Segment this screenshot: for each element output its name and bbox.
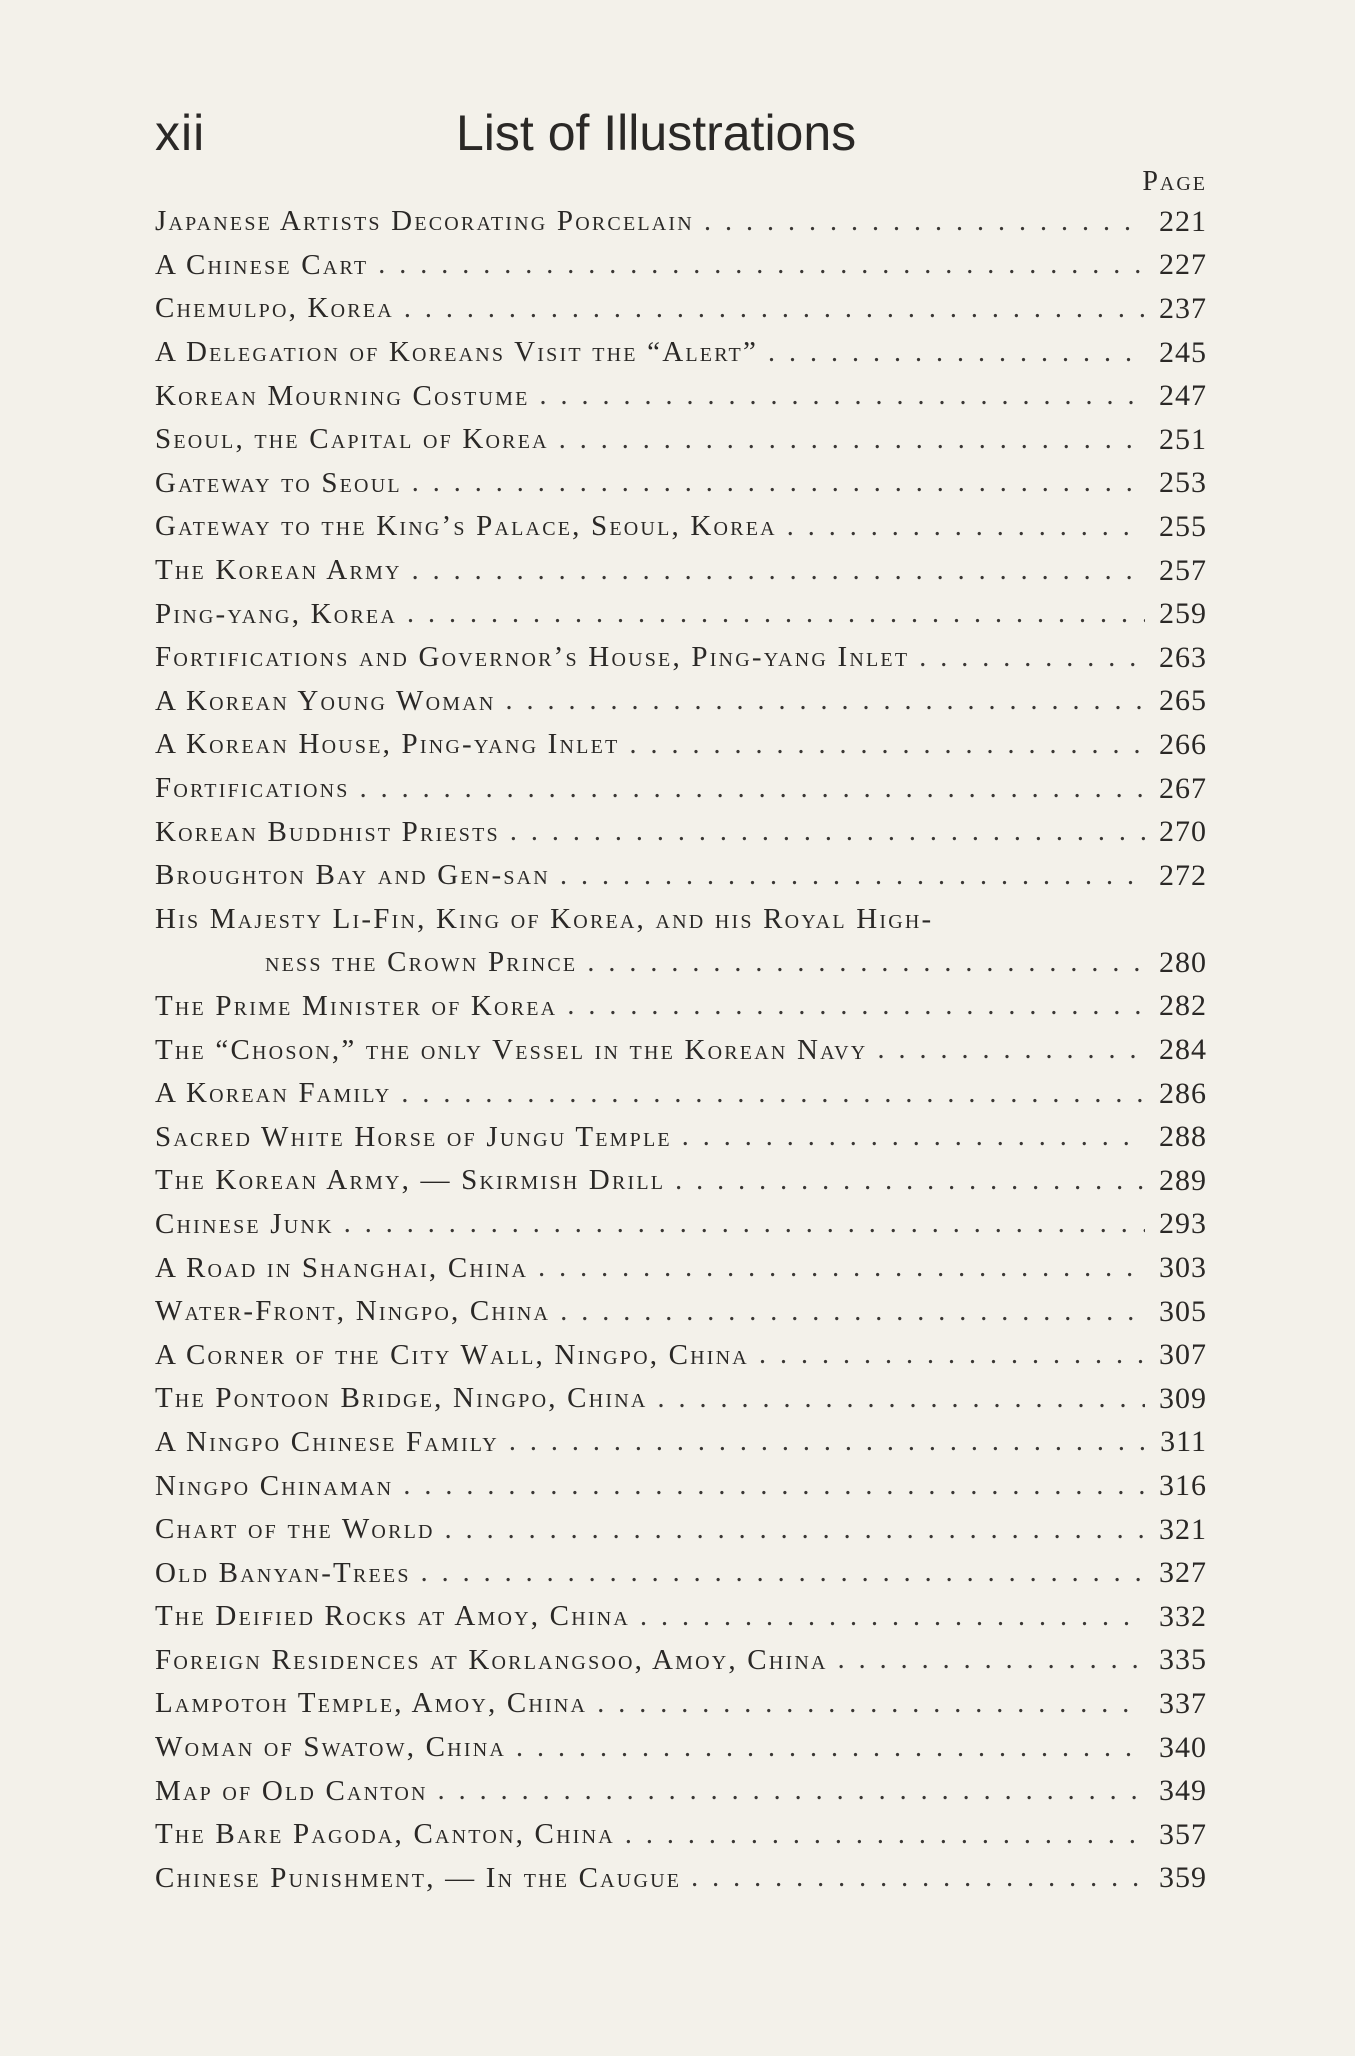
list-item — [155, 592, 1207, 636]
illustration-title: Gateway to the King’s Palace, Seoul, Korea — [155, 510, 777, 543]
dot-leader — [919, 642, 1145, 674]
page-reference: 253 — [1159, 466, 1207, 500]
list-item — [155, 1290, 1207, 1334]
list-item — [155, 767, 1207, 811]
illustration-list — [155, 200, 1207, 1900]
dot-leader — [691, 1862, 1145, 1894]
list-item — [155, 1813, 1207, 1857]
illustration-title: His Majesty Li-Fin, King of Korea, and his Royal High- — [155, 902, 934, 935]
illustration-title: Chinese Junk — [155, 1207, 334, 1240]
dot-leader — [675, 1165, 1145, 1197]
illustration-title: Sacred White Horse of Jungu Temple — [155, 1120, 672, 1153]
page-reference: 280 — [1159, 945, 1207, 979]
dot-leader — [877, 1034, 1145, 1066]
list-item — [155, 1508, 1207, 1552]
dot-leader — [682, 1121, 1145, 1153]
page-reference: 321 — [1159, 1512, 1207, 1546]
dot-leader — [344, 1208, 1145, 1240]
list-item — [155, 374, 1207, 418]
page-reference: 245 — [1159, 335, 1207, 369]
list-item — [155, 1682, 1207, 1726]
dot-leader — [838, 1644, 1145, 1676]
dot-leader — [438, 1775, 1145, 1807]
illustration-title: A Korean House, Ping-yang Inlet — [155, 728, 620, 761]
page-reference: 357 — [1159, 1817, 1207, 1851]
illustration-title: The “Choson,” the only Vessel in the Korean Navy — [155, 1033, 868, 1066]
dot-leader — [560, 1296, 1145, 1328]
illustration-title: Fortifications — [155, 772, 350, 805]
list-item — [155, 200, 1207, 244]
dot-leader — [538, 1252, 1145, 1284]
list-item — [155, 1769, 1207, 1813]
illustration-title: Broughton Bay and Gen-san — [155, 859, 550, 892]
list-item — [155, 1333, 1207, 1377]
dot-leader — [510, 816, 1145, 848]
page-reference: 316 — [1159, 1469, 1207, 1503]
list-item — [155, 636, 1207, 680]
illustration-title: A Road in Shanghai, China — [155, 1251, 529, 1284]
illustration-title: Water-Front, Ningpo, China — [155, 1295, 551, 1328]
dot-leader — [629, 729, 1145, 761]
dot-leader — [401, 1078, 1145, 1110]
list-item — [155, 1159, 1207, 1203]
page-reference: 263 — [1159, 640, 1207, 674]
list-item — [155, 1115, 1207, 1159]
illustration-title: A Delegation of Koreans Visit the “Alert” — [155, 336, 759, 369]
list-item — [155, 680, 1207, 724]
dot-leader — [640, 1601, 1145, 1633]
page-reference: 349 — [1159, 1774, 1207, 1808]
list-item-continuation — [155, 941, 1207, 985]
dot-leader — [759, 1339, 1145, 1371]
page-reference: 282 — [1159, 989, 1207, 1023]
page-reference: 332 — [1159, 1599, 1207, 1633]
illustration-title: A Ningpo Chinese Family — [155, 1425, 499, 1458]
page-reference: 255 — [1159, 509, 1207, 543]
page-reference: 221 — [1159, 204, 1207, 238]
page-reference: 266 — [1159, 727, 1207, 761]
illustration-title: The Korean Army — [155, 554, 402, 587]
illustration-title: Woman of Swatow, China — [155, 1731, 506, 1764]
illustration-title: A Korean Family — [155, 1077, 392, 1110]
list-item — [155, 1377, 1207, 1421]
illustration-title: Chemulpo, Korea — [155, 292, 394, 325]
page-reference: 293 — [1159, 1207, 1207, 1241]
page-reference: 289 — [1159, 1163, 1207, 1197]
list-item — [155, 462, 1207, 506]
list-item — [155, 287, 1207, 331]
dot-leader — [412, 555, 1145, 587]
illustration-title: The Korean Army, — Skirmish Drill — [155, 1164, 666, 1197]
illustration-title: Fortifications and Governor’s House, Ping-yang Inlet — [155, 641, 910, 674]
page-reference: 307 — [1159, 1338, 1207, 1372]
illustration-title: Chart of the World — [155, 1513, 435, 1546]
illustration-title: A Corner of the City Wall, Ningpo, China — [155, 1338, 749, 1371]
page-reference: 305 — [1159, 1294, 1207, 1328]
page-reference: 311 — [1160, 1425, 1207, 1459]
page-reference: 284 — [1159, 1033, 1207, 1067]
dot-leader — [404, 293, 1145, 325]
dot-leader — [560, 860, 1145, 892]
dot-leader — [587, 947, 1145, 979]
illustration-title-continuation: ness the Crown Prince — [265, 946, 578, 979]
dot-leader — [378, 249, 1145, 281]
dot-leader — [567, 990, 1145, 1022]
illustration-title: Map of Old Canton — [155, 1774, 428, 1807]
illustration-title: Korean Mourning Costume — [155, 379, 530, 412]
list-item — [155, 1072, 1207, 1116]
page-reference: 247 — [1159, 379, 1207, 413]
list-item — [155, 854, 1207, 898]
illustration-title: A Chinese Cart — [155, 248, 369, 281]
list-item — [155, 1464, 1207, 1508]
dot-leader — [516, 1732, 1145, 1764]
illustration-title: Old Banyan-Trees — [155, 1556, 411, 1589]
list-item — [155, 505, 1207, 549]
page-reference: 359 — [1159, 1861, 1207, 1895]
page-header — [155, 98, 1205, 168]
page-column-label: Page — [1142, 166, 1207, 197]
dot-leader — [597, 1688, 1145, 1720]
list-item — [155, 1246, 1207, 1290]
illustration-title: Foreign Residences at Korlangsoo, Amoy, China — [155, 1643, 828, 1676]
dot-leader — [704, 206, 1145, 238]
page-reference: 309 — [1159, 1381, 1207, 1415]
illustration-title: The Prime Minister of Korea — [155, 989, 558, 1022]
list-item — [155, 985, 1207, 1029]
illustration-title: Korean Buddhist Priests — [155, 815, 500, 848]
list-item — [155, 1028, 1207, 1072]
illustration-title: The Bare Pagoda, Canton, China — [155, 1818, 615, 1851]
page-reference: 270 — [1159, 815, 1207, 849]
page-reference: 227 — [1159, 248, 1207, 282]
list-item — [155, 244, 1207, 288]
list-item — [155, 331, 1207, 375]
page-reference: 340 — [1159, 1730, 1207, 1764]
list-item — [155, 1551, 1207, 1595]
list-item — [155, 1421, 1207, 1465]
list-item — [155, 1639, 1207, 1683]
page-reference: 286 — [1159, 1076, 1207, 1110]
page-reference: 265 — [1159, 684, 1207, 718]
page-reference: 237 — [1159, 291, 1207, 325]
page-title: List of Illustrations — [456, 105, 857, 161]
dot-leader — [540, 380, 1145, 412]
dot-leader — [625, 1819, 1145, 1851]
illustration-title: Seoul, the Capital of Korea — [155, 423, 549, 456]
list-item — [155, 810, 1207, 854]
dot-leader — [421, 1557, 1145, 1589]
list-item — [155, 898, 1207, 942]
illustration-title: Ping-yang, Korea — [155, 597, 397, 630]
page-number: xii — [155, 105, 206, 161]
page-reference: 327 — [1159, 1556, 1207, 1590]
illustration-title: Lampotoh Temple, Amoy, China — [155, 1687, 588, 1720]
list-item — [155, 723, 1207, 767]
page-reference: 288 — [1159, 1120, 1207, 1154]
list-item — [155, 549, 1207, 593]
dot-leader — [509, 1426, 1145, 1458]
dot-leader — [407, 598, 1145, 630]
dot-leader — [658, 1383, 1145, 1415]
dot-leader — [787, 511, 1145, 543]
dot-leader — [403, 1470, 1145, 1502]
dot-leader — [506, 685, 1145, 717]
page-reference: 303 — [1159, 1251, 1207, 1285]
illustration-title: Chinese Punishment, — In the Caugue — [155, 1861, 682, 1894]
page-reference: 335 — [1159, 1643, 1207, 1677]
list-item — [155, 1726, 1207, 1770]
page-reference: 267 — [1159, 771, 1207, 805]
illustration-title: Ningpo Chinaman — [155, 1469, 394, 1502]
page-reference: 337 — [1159, 1686, 1207, 1720]
list-item — [155, 418, 1207, 462]
illustration-title: Gateway to Seoul — [155, 466, 402, 499]
dot-leader — [412, 467, 1145, 499]
dot-leader — [360, 773, 1145, 805]
dot-leader — [559, 424, 1145, 456]
dot-leader — [445, 1514, 1145, 1546]
list-item — [155, 1203, 1207, 1247]
list-item — [155, 1595, 1207, 1639]
illustration-title: A Korean Young Woman — [155, 684, 496, 717]
illustration-title: Japanese Artists Decorating Porcelain — [155, 205, 694, 238]
list-item — [155, 1857, 1207, 1901]
dot-leader — [768, 337, 1145, 369]
illustration-title: The Pontoon Bridge, Ningpo, China — [155, 1382, 648, 1415]
page-reference: 259 — [1159, 597, 1207, 631]
page-reference: 272 — [1159, 858, 1207, 892]
page-reference: 257 — [1159, 553, 1207, 587]
page-reference: 251 — [1159, 422, 1207, 456]
illustration-title: The Deified Rocks at Amoy, China — [155, 1600, 631, 1633]
